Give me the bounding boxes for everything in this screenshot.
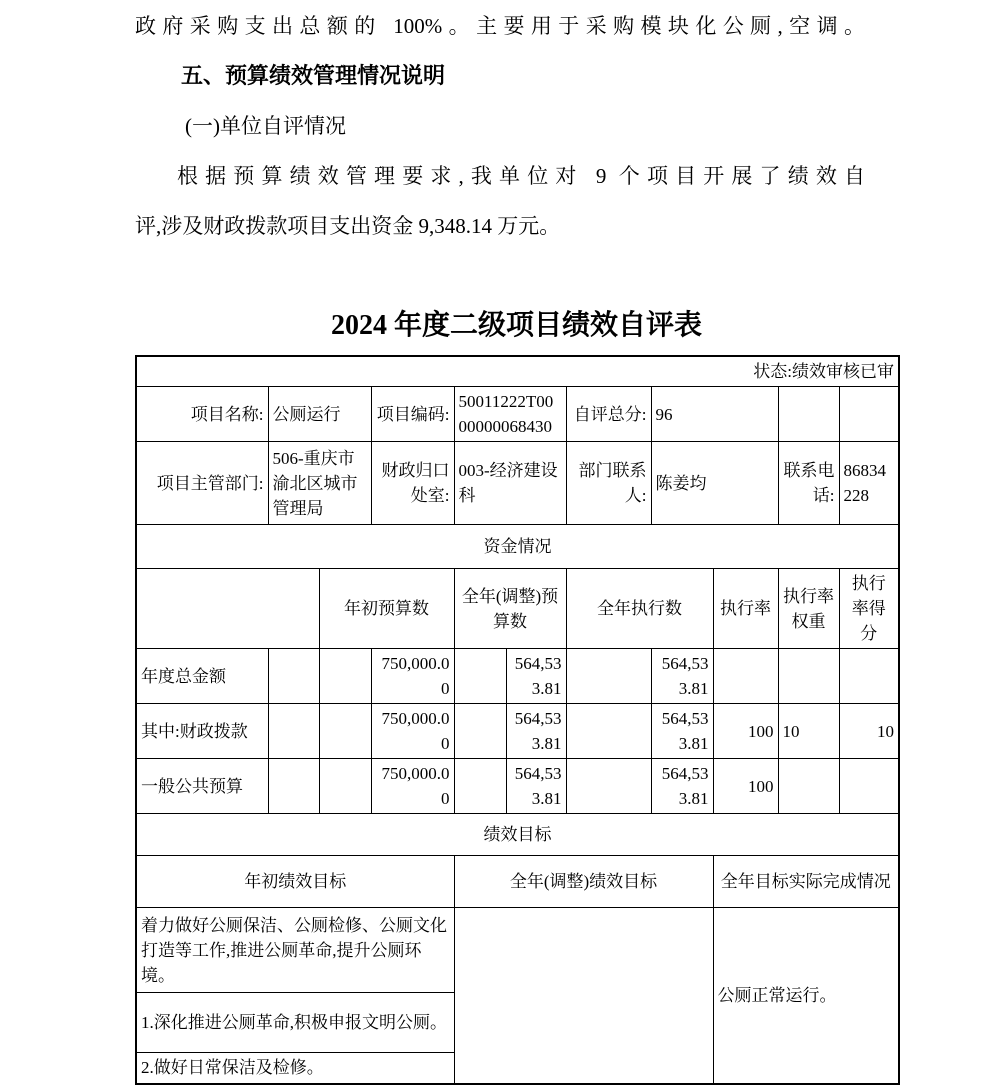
empty-cell — [566, 649, 651, 704]
self-score-value: 96 — [651, 387, 778, 442]
phone-label: 联系电话: — [778, 442, 839, 525]
col-executed: 全年执行数 — [566, 569, 713, 649]
paragraph-line-1: 根据预算绩效管理要求,我单位对 9 个项目开展了绩效自 — [177, 164, 865, 188]
execution-rate-value: 100 — [713, 704, 778, 759]
status-row — [136, 356, 899, 387]
finance-office-label: 财政归口处室: — [371, 442, 454, 525]
intro-line: 政府采购支出总额的 100%。主要用于采购模块化公厕,空调。 — [135, 14, 865, 38]
empty-header-cell — [136, 569, 319, 649]
department-info-row — [136, 442, 899, 525]
rate-weight-value — [778, 759, 839, 814]
empty-cell — [319, 759, 371, 814]
empty-cell — [268, 649, 319, 704]
col-initial-budget: 年初预算数 — [319, 569, 454, 649]
initial-goal-item1: 1.深化推进公厕革命,积极申报文明公厕。 — [136, 993, 454, 1053]
goal-row-overall — [136, 908, 899, 993]
executed-value: 564,533.81 — [651, 704, 713, 759]
empty-cell — [454, 704, 506, 759]
dept-label: 项目主管部门: — [136, 442, 268, 525]
col-adjusted-budget: 全年(调整)预算数 — [454, 569, 566, 649]
dept-value: 506-重庆市渝北区城市管理局 — [268, 442, 371, 525]
empty-cell — [268, 759, 319, 814]
col-execution-rate: 执行率 — [713, 569, 778, 649]
project-name-value: 公厕运行 — [268, 387, 371, 442]
execution-rate-value — [713, 649, 778, 704]
col-initial-goal: 年初绩效目标 — [136, 856, 454, 908]
subsection-heading: (一)单位自评情况 — [185, 114, 346, 138]
rate-score-value: 10 — [839, 704, 899, 759]
rate-weight-value: 10 — [778, 704, 839, 759]
empty-cell — [454, 649, 506, 704]
initial-goal-item2: 2.做好日常保洁及检修。 — [136, 1053, 454, 1084]
self-evaluation-table — [135, 355, 900, 1085]
fund-row-label: 一般公共预算 — [136, 759, 268, 814]
project-code-value: 50011222T0000000068430 — [454, 387, 566, 442]
fund-row-total — [136, 649, 899, 704]
adjusted-goal-cell — [454, 908, 713, 1084]
adjusted-budget-value: 564,533.81 — [506, 649, 566, 704]
body-text — [135, 1, 865, 251]
col-adjusted-goal: 全年(调整)绩效目标 — [454, 856, 713, 908]
section-heading: 五、预算绩效管理情况说明 — [181, 63, 446, 88]
adjusted-budget-value: 564,533.81 — [506, 759, 566, 814]
empty-cell — [268, 704, 319, 759]
funds-section-title: 资金情况 — [136, 525, 899, 569]
empty-cell — [454, 759, 506, 814]
funds-section-row — [136, 525, 899, 569]
col-actual-completion: 全年目标实际完成情况 — [713, 856, 899, 908]
fund-row-label: 年度总金额 — [136, 649, 268, 704]
self-score-label: 自评总分: — [566, 387, 651, 442]
table-title: 2024 年度二级项目绩效自评表 — [330, 310, 702, 341]
finance-office-value: 003-经济建设科 — [454, 442, 566, 525]
col-rate-weight: 执行率权重 — [778, 569, 839, 649]
empty-cell — [839, 387, 899, 442]
initial-budget-value: 750,000.00 — [371, 759, 454, 814]
fund-row-fiscal — [136, 704, 899, 759]
executed-value: 564,533.81 — [651, 649, 713, 704]
adjusted-budget-value: 564,533.81 — [506, 704, 566, 759]
status-badge: 状态:绩效审核已审 — [136, 356, 899, 387]
rate-score-value — [839, 649, 899, 704]
initial-budget-value: 750,000.00 — [371, 649, 454, 704]
performance-section-row — [136, 814, 899, 856]
empty-cell — [566, 704, 651, 759]
empty-cell — [566, 759, 651, 814]
funds-header-row — [136, 569, 899, 649]
project-info-row — [136, 387, 899, 442]
initial-budget-value: 750,000.00 — [371, 704, 454, 759]
col-rate-score: 执行率得分 — [839, 569, 899, 649]
executed-value: 564,533.81 — [651, 759, 713, 814]
rate-score-value — [839, 759, 899, 814]
actual-completion-cell: 公厕正常运行。 — [713, 908, 899, 1084]
fund-row-label: 其中:财政拨款 — [136, 704, 268, 759]
execution-rate-value: 100 — [713, 759, 778, 814]
empty-cell — [319, 649, 371, 704]
empty-cell — [778, 387, 839, 442]
fund-row-public-budget — [136, 759, 899, 814]
project-name-label: 项目名称: — [136, 387, 268, 442]
paragraph-line-2: 评,涉及财政拨款项目支出资金 9,348.14 万元。 — [135, 214, 561, 238]
empty-cell — [319, 704, 371, 759]
phone-value: 86834228 — [839, 442, 899, 525]
project-code-label: 项目编码: — [371, 387, 454, 442]
goals-header-row — [136, 856, 899, 908]
initial-goal-overall: 着力做好公厕保洁、公厕检修、公厕文化打造等工作,推进公厕革命,提升公厕环境。 — [136, 908, 454, 993]
contact-value: 陈姜均 — [651, 442, 778, 525]
rate-weight-value — [778, 649, 839, 704]
contact-label: 部门联系人: — [566, 442, 651, 525]
performance-section-title: 绩效目标 — [136, 814, 899, 856]
